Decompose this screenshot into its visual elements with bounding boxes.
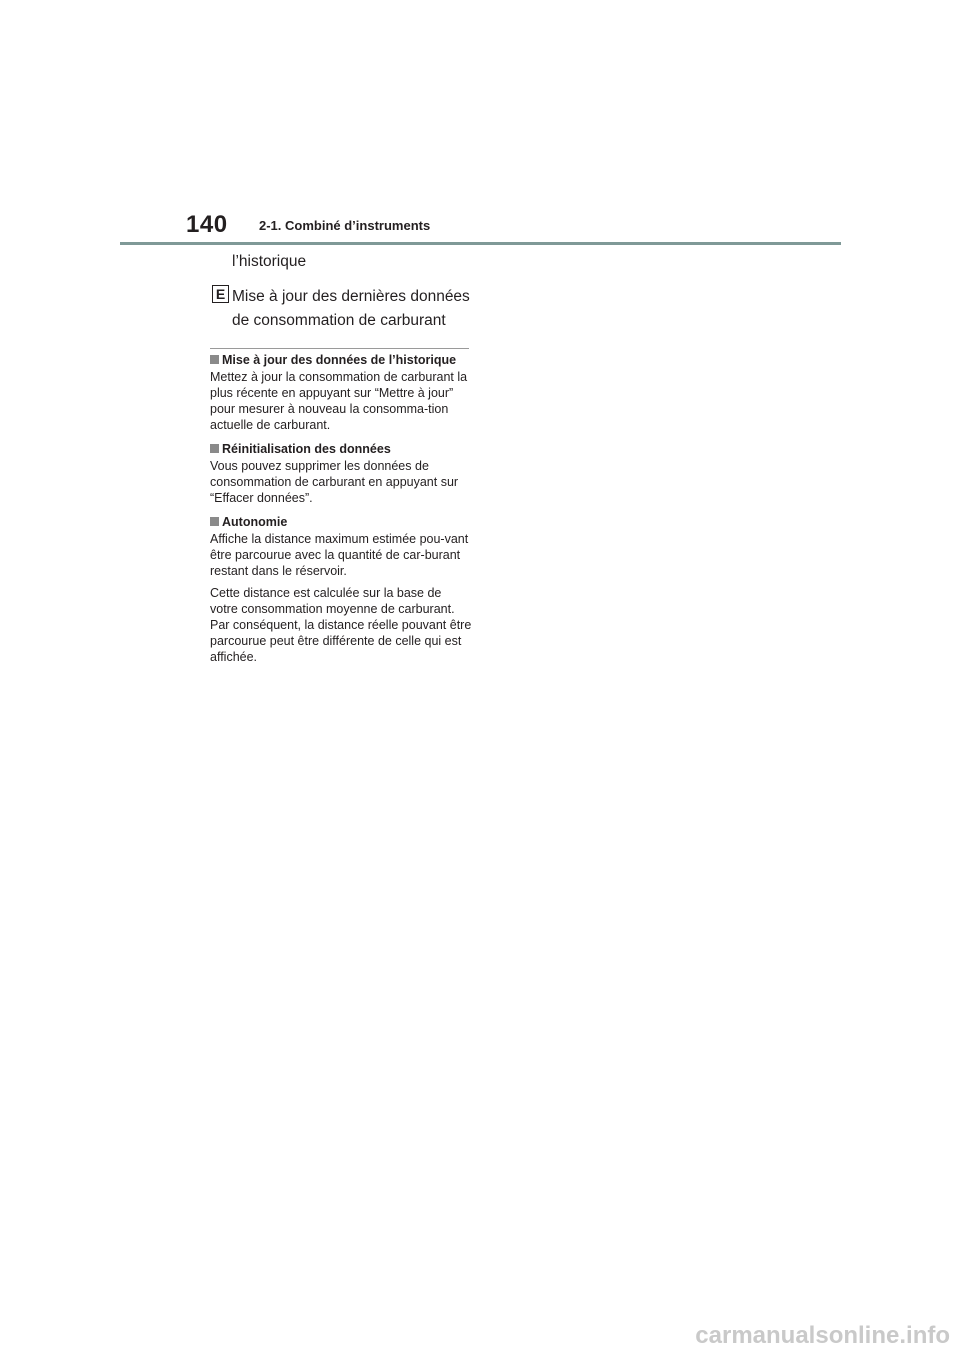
- note-section: [210, 514, 472, 665]
- section-divider: [210, 348, 469, 349]
- note-paragraph: Affiche la distance maximum estimée pou-vant être parcourue avec la quantité de car-burant restant dans le réservoir.: [210, 532, 469, 578]
- watermark-text: carmanualsonline.info: [695, 1322, 950, 1349]
- note-paragraph: Cette distance est calculée sur la base de votre consommation moyenne de carburant. Par conséquent, la distance réelle pouvant être parcourue peut être différente de celle qui est affichée.: [210, 586, 472, 664]
- note-section: [210, 441, 472, 506]
- header-divider: [120, 242, 841, 245]
- note-section: [210, 352, 472, 433]
- square-bullet-icon: [210, 355, 219, 364]
- note-paragraph: Mettez à jour la consommation de carburant la plus récente en appuyant sur “Mettre à jour” pour mesurer à nouveau la consomma-tion actuelle de carburant.: [210, 370, 468, 432]
- item-text-e: Mise à jour des dernières données de consommation de carburant: [232, 288, 470, 329]
- continuation-text: l’historique: [232, 253, 307, 270]
- note-heading: [210, 352, 472, 368]
- note-paragraph: Vous pouvez supprimer les données de consommation de carburant en appuyant sur “Effacer données”.: [210, 459, 459, 505]
- note-heading-text: Réinitialisation des données: [222, 442, 391, 456]
- notes-column: [210, 352, 472, 673]
- square-bullet-icon: [210, 444, 219, 453]
- note-heading: [210, 441, 472, 457]
- item-badge-e: E: [212, 285, 229, 303]
- note-heading-text: Mise à jour des données de l’historique: [222, 353, 457, 367]
- square-bullet-icon: [210, 517, 219, 526]
- page-number: 140: [186, 211, 228, 238]
- section-title: 2-1. Combiné d’instruments: [259, 218, 431, 233]
- note-heading: [210, 514, 472, 530]
- note-heading-text: Autonomie: [222, 515, 288, 529]
